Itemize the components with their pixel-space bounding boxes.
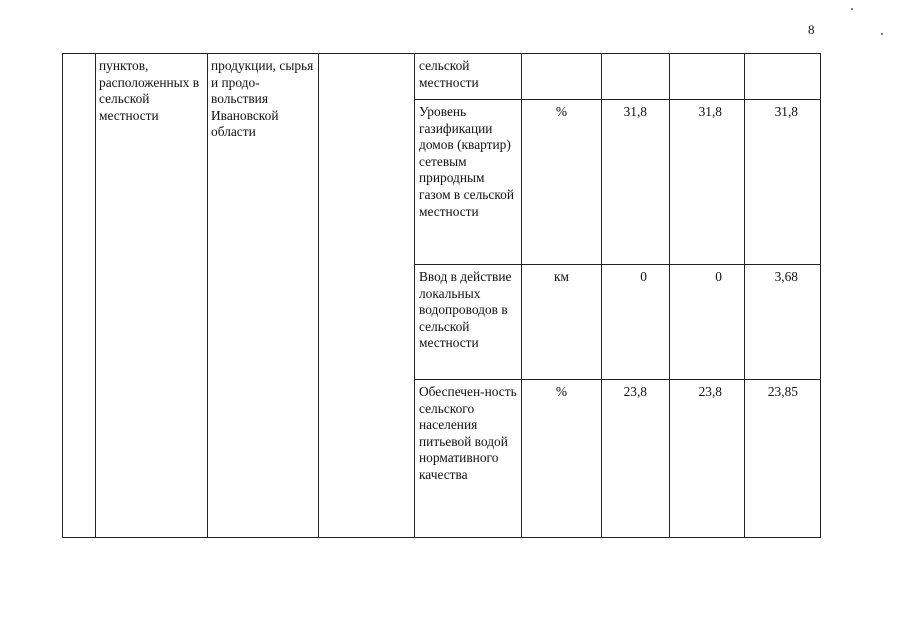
value-cell: 0 xyxy=(602,265,670,380)
value-cell: 23,8 xyxy=(670,380,745,538)
value-cell: 31,8 xyxy=(670,100,745,265)
indicator-cell: сельской местности xyxy=(415,54,522,100)
value-cell xyxy=(602,54,670,100)
table-row xyxy=(63,54,821,100)
indicator-cell: Обеспечен-ность сельского населения питьевой водой нормативного качества xyxy=(415,380,522,538)
value-cell xyxy=(670,54,745,100)
unit-cell: км xyxy=(522,265,602,380)
value-cell: 31,8 xyxy=(602,100,670,265)
indicator-cell: Уровень газификации домов (квартир) сетевым природным газом в сельской местности xyxy=(415,100,522,265)
indicator-cell: Ввод в действие локальных водопроводов в сельской местности xyxy=(415,265,522,380)
scan-speck xyxy=(881,33,883,35)
unit-cell xyxy=(522,54,602,100)
value-cell: 3,68 xyxy=(745,265,821,380)
unit-cell: % xyxy=(522,100,602,265)
page-number: 8 xyxy=(808,22,815,37)
col-number-cell xyxy=(63,54,96,538)
col-task-cell: пунктов, расположенных в сельской местности xyxy=(96,54,208,538)
col-empty-cell xyxy=(319,54,415,538)
value-cell: 31,8 xyxy=(745,100,821,265)
scan-speck xyxy=(851,8,853,10)
value-cell: 23,85 xyxy=(745,380,821,538)
value-cell: 23,8 xyxy=(602,380,670,538)
col-goal-cell: продукции, сырья и продо-вольствия Ивановской области xyxy=(208,54,319,538)
program-indicators-table xyxy=(62,53,821,538)
value-cell: 0 xyxy=(670,265,745,380)
unit-cell: % xyxy=(522,380,602,538)
value-cell xyxy=(745,54,821,100)
